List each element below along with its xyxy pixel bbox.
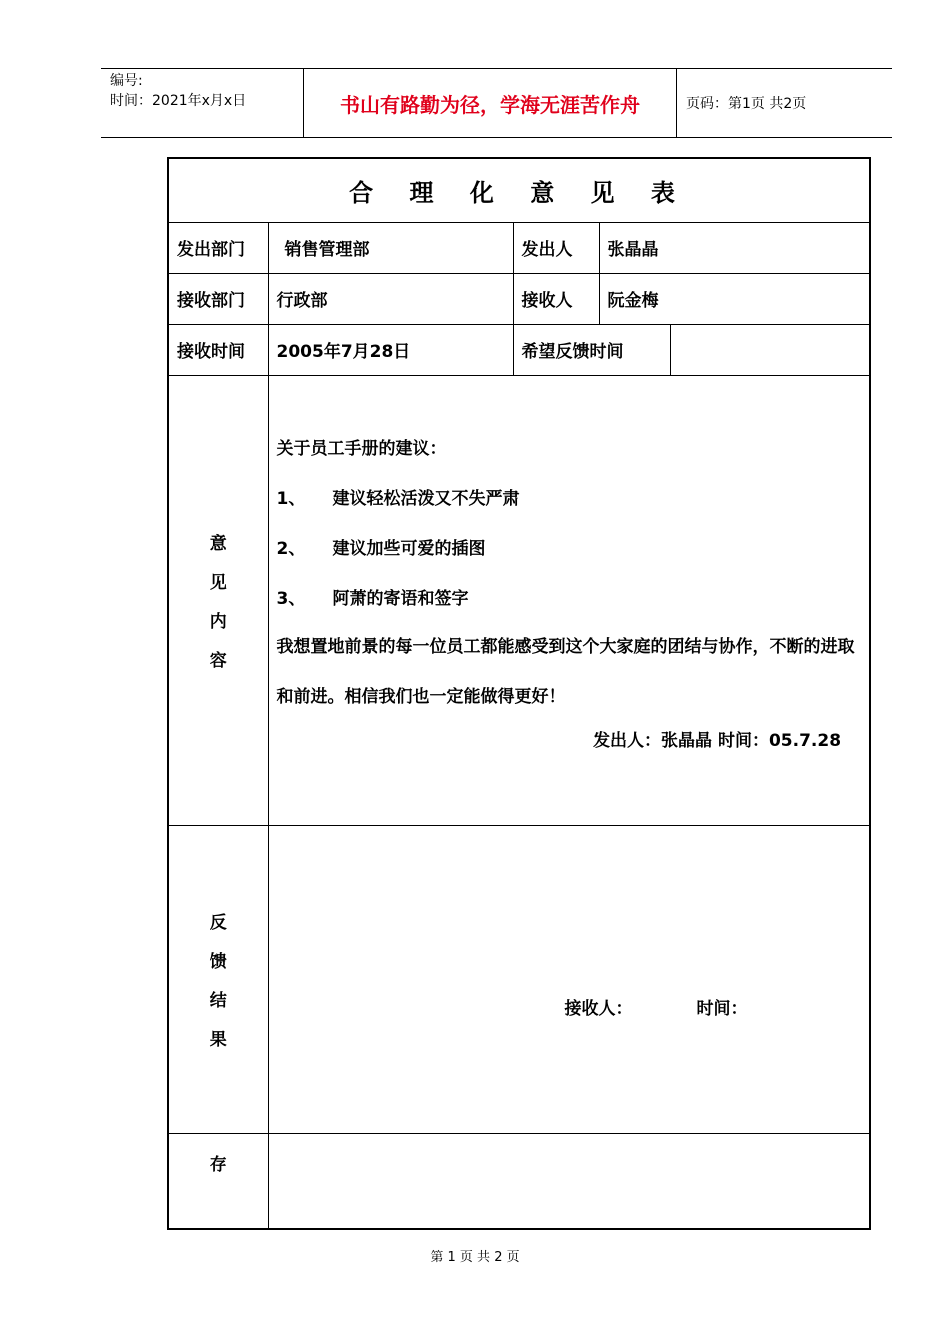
- to-dept-label: 接收部门: [168, 273, 268, 324]
- opinion-heading: 关于员工手册的建议：: [276, 438, 447, 459]
- opinion-item: 2、 建议加些可爱的插图: [276, 538, 486, 559]
- receiver-value[interactable]: 阮金梅: [599, 273, 870, 324]
- opinion-form-table: [167, 157, 871, 1230]
- feedback-time-label: 时间：: [696, 998, 748, 1019]
- opinion-label: 意 见 内 容: [168, 375, 268, 825]
- sender-value[interactable]: 张晶晶: [599, 222, 870, 273]
- serial-label: 编号:: [110, 73, 143, 89]
- sender-label: 发出人: [513, 222, 599, 273]
- page-header: [101, 68, 892, 138]
- feedback-time-value[interactable]: [670, 324, 870, 375]
- opinion-sign: 发出人：张晶晶 时间：05.7.28: [593, 730, 842, 751]
- page-footer: 第 1 页 共 2 页: [430, 1250, 520, 1265]
- header-divider: [676, 69, 677, 137]
- feedback-label: 反 馈 结 果: [168, 825, 268, 1133]
- opinion-item: 3、 阿萧的寄语和签字: [276, 588, 469, 609]
- feedback-receiver-label: 接收人：: [564, 998, 633, 1019]
- archive-label: 存: [168, 1133, 268, 1229]
- time-label: 时间：2021年x月x日: [110, 93, 247, 109]
- header-page-label: 页码：第1页 共2页: [686, 96, 807, 112]
- feedback-content[interactable]: [268, 825, 870, 1133]
- opinion-item: 1、 建议轻松活泼又不失严肃: [276, 488, 520, 509]
- opinion-paragraph: 我想置地前景的每一位员工都能感受到这个大家庭的团结与协作，不断的进取和前进。相信我们也一定能做得更好！: [276, 636, 855, 707]
- form-title: 合 理 化 意 见 表: [168, 158, 870, 222]
- to-dept-value[interactable]: 行政部: [268, 273, 513, 324]
- header-meta: [110, 71, 246, 111]
- receiver-label: 接收人: [513, 273, 599, 324]
- archive-content[interactable]: [268, 1133, 870, 1229]
- from-dept-value[interactable]: 销售管理部: [268, 222, 513, 273]
- from-dept-label: 发出部门: [168, 222, 268, 273]
- recv-time-label: 接收时间: [168, 324, 268, 375]
- feedback-time-label: 希望反馈时间: [513, 324, 670, 375]
- opinion-content[interactable]: [268, 375, 870, 825]
- recv-time-value[interactable]: 2005年7月28日: [268, 324, 513, 375]
- header-slogan: 书山有路勤为径，学海无涯苦作舟: [340, 92, 640, 117]
